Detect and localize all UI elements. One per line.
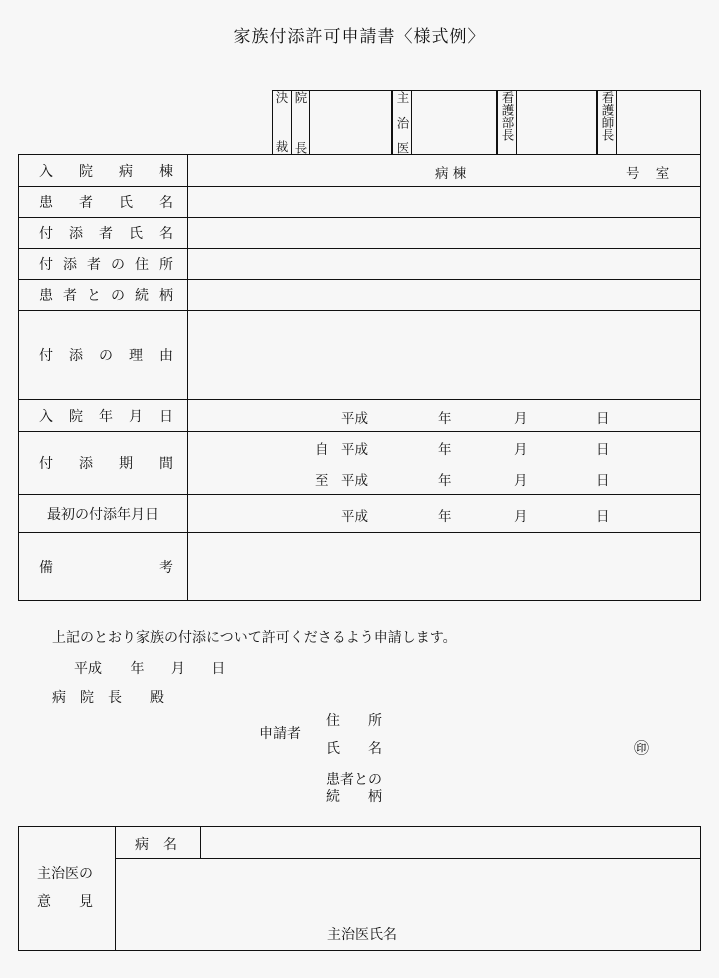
month-suffix: 月 — [514, 473, 528, 489]
label-char: 考 — [159, 559, 173, 576]
application-table — [18, 154, 701, 601]
year-suffix: 年 — [438, 509, 452, 525]
form-title: 家族付添許可申請書〈様式例〉 — [233, 27, 486, 47]
label-char: 年 — [99, 408, 113, 425]
label-char: 添 — [69, 226, 83, 242]
label-char: 者 — [99, 226, 113, 242]
label-char: 添 — [63, 257, 77, 273]
patient-name-label — [19, 192, 187, 212]
label-char: 付 — [39, 226, 53, 242]
label-char: 所 — [159, 257, 173, 273]
disease-label: 病 名 — [135, 837, 177, 853]
label-char: 月 — [129, 408, 143, 425]
reason-label — [19, 345, 187, 365]
label-char: 名 — [159, 226, 173, 242]
approval-nurse-dept-box — [497, 90, 597, 154]
label-char: 続 — [135, 288, 149, 304]
patient-name-field[interactable] — [188, 187, 701, 218]
day-suffix: 日 — [596, 473, 610, 489]
label-char: 住 — [135, 257, 149, 273]
remarks-label — [19, 557, 187, 577]
period-row — [19, 432, 701, 495]
label-char: の — [111, 288, 125, 304]
year-suffix: 年 — [438, 411, 452, 427]
approval-nurse-box — [597, 90, 701, 154]
label-char: 備 — [39, 559, 53, 576]
seal-icon: ㊞ — [634, 739, 650, 757]
label-char: 入 — [39, 163, 53, 180]
day-suffix: 日 — [596, 509, 610, 525]
label-char: 棟 — [159, 163, 173, 180]
request-text: 上記のとおり家族の付添について許可くださるよう申請します。 — [52, 630, 457, 646]
label-char: 期 — [119, 456, 133, 472]
year-suffix: 年 — [130, 661, 145, 677]
submission-date — [74, 658, 225, 678]
first-date-label: 最初の付添年月日 — [47, 506, 159, 523]
label-char: 付 — [39, 456, 53, 472]
label-char: 柄 — [159, 288, 173, 304]
patient-name-row — [19, 187, 701, 218]
month-suffix: 月 — [514, 411, 528, 427]
applicant-label: 申請者 — [259, 726, 301, 742]
label-char: 付 — [39, 348, 53, 364]
admission-date-label — [19, 406, 187, 426]
kessai-label: 決 裁 — [273, 91, 292, 154]
ward-label — [19, 161, 187, 181]
label-char: 添 — [69, 348, 83, 364]
year-suffix: 年 — [438, 473, 452, 489]
attendant-name-row — [19, 218, 701, 249]
label-char: 院 — [79, 163, 93, 180]
label-char: 由 — [159, 348, 173, 364]
label-char: 付 — [39, 257, 53, 273]
opinion-field[interactable] — [116, 859, 700, 950]
applicant-relation-label: 患者との 続 柄 — [326, 772, 382, 805]
reason-row — [19, 311, 701, 400]
label-char: 者 — [63, 288, 77, 304]
year-suffix: 年 — [438, 442, 452, 458]
head-nurse-dept-label: 看護部長 — [498, 91, 517, 154]
label-char: 日 — [159, 408, 173, 425]
month-suffix: 月 — [514, 509, 528, 525]
ward-suffix: 病 棟 — [435, 166, 467, 182]
first-date-field[interactable] — [188, 495, 701, 533]
attendant-name-field[interactable] — [188, 218, 701, 249]
period-label — [19, 453, 187, 473]
label-char: の — [99, 348, 113, 364]
label-char: 氏 — [119, 195, 133, 211]
admission-date-field[interactable] — [188, 400, 701, 432]
month-suffix: 月 — [514, 442, 528, 458]
reason-field[interactable] — [188, 311, 701, 400]
period-field[interactable] — [188, 432, 701, 495]
applicant-address-label: 住 所 — [326, 713, 382, 729]
era: 平成 — [341, 509, 368, 525]
remarks-field[interactable] — [188, 533, 701, 601]
attendant-address-label — [19, 254, 187, 274]
physician-opinion-box — [18, 826, 701, 951]
label-char: 者 — [79, 195, 93, 211]
day-suffix: 日 — [596, 411, 610, 427]
label-char: 間 — [159, 456, 173, 472]
applicant-name-label: 氏 名 — [326, 741, 382, 757]
head-nurse-label: 看護師長 — [598, 91, 617, 154]
label-char: 氏 — [129, 226, 143, 242]
label-char: 名 — [159, 195, 173, 211]
ward-field[interactable] — [188, 155, 701, 187]
era: 平成 — [341, 411, 368, 427]
attendant-address-field[interactable] — [188, 249, 701, 280]
period-to: 至 — [315, 473, 329, 489]
era: 平成 — [74, 661, 102, 677]
label-char: 理 — [129, 348, 143, 364]
label-char: の — [111, 257, 125, 273]
director-label: 院長 — [293, 91, 308, 154]
era: 平成 — [341, 442, 368, 458]
ward-row — [19, 155, 701, 187]
label-char: 院 — [69, 408, 83, 425]
approval-director-box — [272, 90, 392, 154]
label-char: 添 — [79, 456, 93, 472]
room-suffix: 号 室 — [626, 166, 676, 182]
relation-label — [19, 285, 187, 305]
label-char: 入 — [39, 408, 53, 425]
approval-attending-box — [392, 90, 497, 154]
label-char: 者 — [87, 257, 101, 273]
admission-date-row — [19, 400, 701, 432]
first-date-row — [19, 495, 701, 533]
era: 平成 — [341, 473, 368, 489]
relation-row — [19, 280, 701, 311]
month-suffix: 月 — [170, 661, 185, 677]
day-suffix: 日 — [596, 442, 610, 458]
label-char: と — [87, 288, 101, 304]
attending-label: 主治医 — [395, 91, 410, 154]
disease-field[interactable] — [201, 827, 700, 858]
label-char: 患 — [39, 288, 53, 304]
attendant-address-row — [19, 249, 701, 280]
attendant-name-label — [19, 223, 187, 243]
label-char: 病 — [119, 163, 133, 180]
physician-signature-label: 主治医氏名 — [327, 927, 397, 943]
period-from: 自 — [315, 442, 329, 458]
remarks-row — [19, 533, 701, 601]
day-suffix: 日 — [211, 661, 226, 677]
relation-field[interactable] — [188, 280, 701, 311]
addressee: 病 院 長 殿 — [52, 690, 164, 706]
label-char: 患 — [39, 195, 53, 211]
opinion-label: 主治医の 意 見 — [37, 866, 93, 910]
